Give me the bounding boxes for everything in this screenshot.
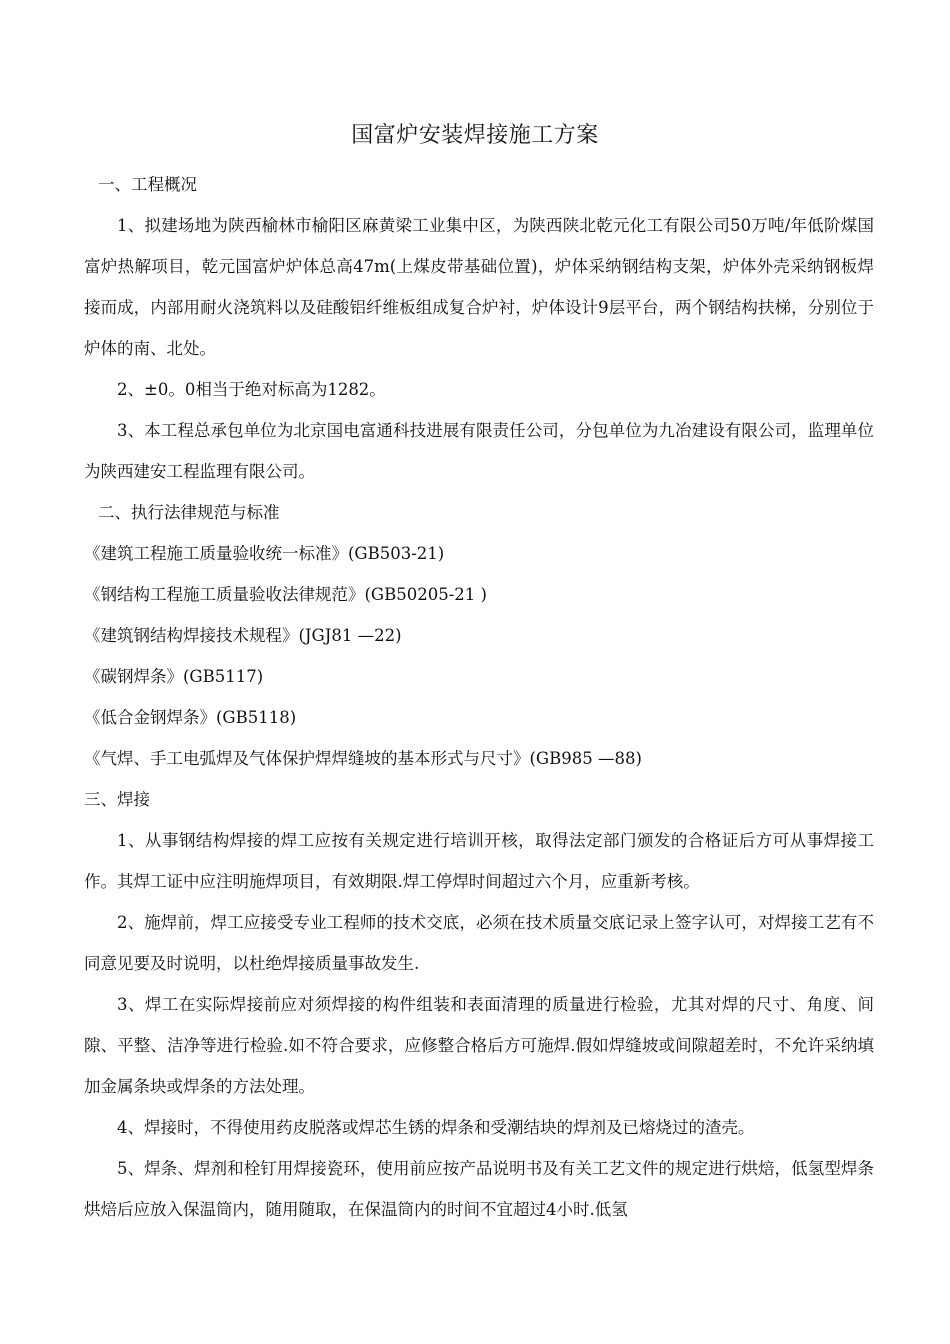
paragraph: 1、从事钢结构焊接的焊工应按有关规定进行培训开核，取得法定部门颁发的合格证后方可从事焊接工作。其焊工证中应注明施焊项目，有效期限.焊工停焊时间超过六个月，应重新考核。 <box>84 831 874 891</box>
standard-item: 《碳钢焊条》(GB5117) <box>84 667 264 686</box>
document-title: 国富炉安装焊接施工方案 <box>351 123 599 148</box>
paragraph: 5、焊条、焊剂和栓钉用焊接瓷环，使用前应按产品说明书及有关工艺文件的规定进行烘焙，低氢型焊条烘焙后应放入保温筒内，随用随取，在保温筒内的时间不宜超过4小时.低氢 <box>84 1159 874 1219</box>
standard-item: 《建筑钢结构焊接技术规程》(JGJ81 —22) <box>84 626 402 645</box>
standard-item: 《钢结构工程施工质量验收法律规范》(GB50205-21 ) <box>84 585 487 604</box>
standard-item: 《气焊、手工电弧焊及气体保护焊焊缝坡的基本形式与尺寸》(GB985 —88) <box>84 749 642 768</box>
paragraph: 3、焊工在实际焊接前应对须焊接的构件组装和表面清理的质量进行检验，尤其对焊的尺寸、角度、间隙、平整、洁净等进行检验.如不符合要求，应修整合格后方可施焊.假如焊缝坡或间隙超差时，不允许采纳填加金属条块或焊条的方法处理。 <box>84 995 874 1096</box>
section-heading-welding: 三、焊接 <box>84 790 150 809</box>
paragraph: 2、施焊前，焊工应接受专业工程师的技术交底，必须在技术质量交底记录上签字认可，对焊接工艺有不同意见要及时说明，以杜绝焊接质量事故发生. <box>84 913 874 973</box>
paragraph: 4、焊接时，不得使用药皮脱落或焊芯生锈的焊条和受潮结块的焊剂及已熔烧过的渣壳。 <box>117 1118 755 1137</box>
document-body <box>84 164 874 1230</box>
paragraph: 2、±0。0相当于绝对标高为1282。 <box>117 380 386 399</box>
standard-item: 《低合金钢焊条》(GB5118) <box>84 708 297 727</box>
section-heading-overview: 一、工程概况 <box>98 175 197 194</box>
paragraph: 3、本工程总承包单位为北京国电富通科技进展有限责任公司，分包单位为九冶建设有限公司，监理单位为陕西建安工程监理有限公司。 <box>84 421 874 481</box>
standard-item: 《建筑工程施工质量验收统一标准》(GB503-21) <box>84 544 445 563</box>
paragraph: 1、拟建场地为陕西榆林市榆阳区麻黄梁工业集中区，为陕西陕北乾元化工有限公司50万吨/年低阶煤国富炉热解项目，乾元国富炉炉体总高47m(上煤皮带基础位置)，炉体采纳钢结构支架，炉体外壳采纳钢板焊接而成，内部用耐火浇筑料以及硅酸铝纤维板组成复合炉衬，炉体设计9层平台，两个钢结构扶梯，分别位于炉体的南、北处。 <box>84 216 874 358</box>
section-heading-standards: 二、执行法律规范与标准 <box>98 503 280 522</box>
